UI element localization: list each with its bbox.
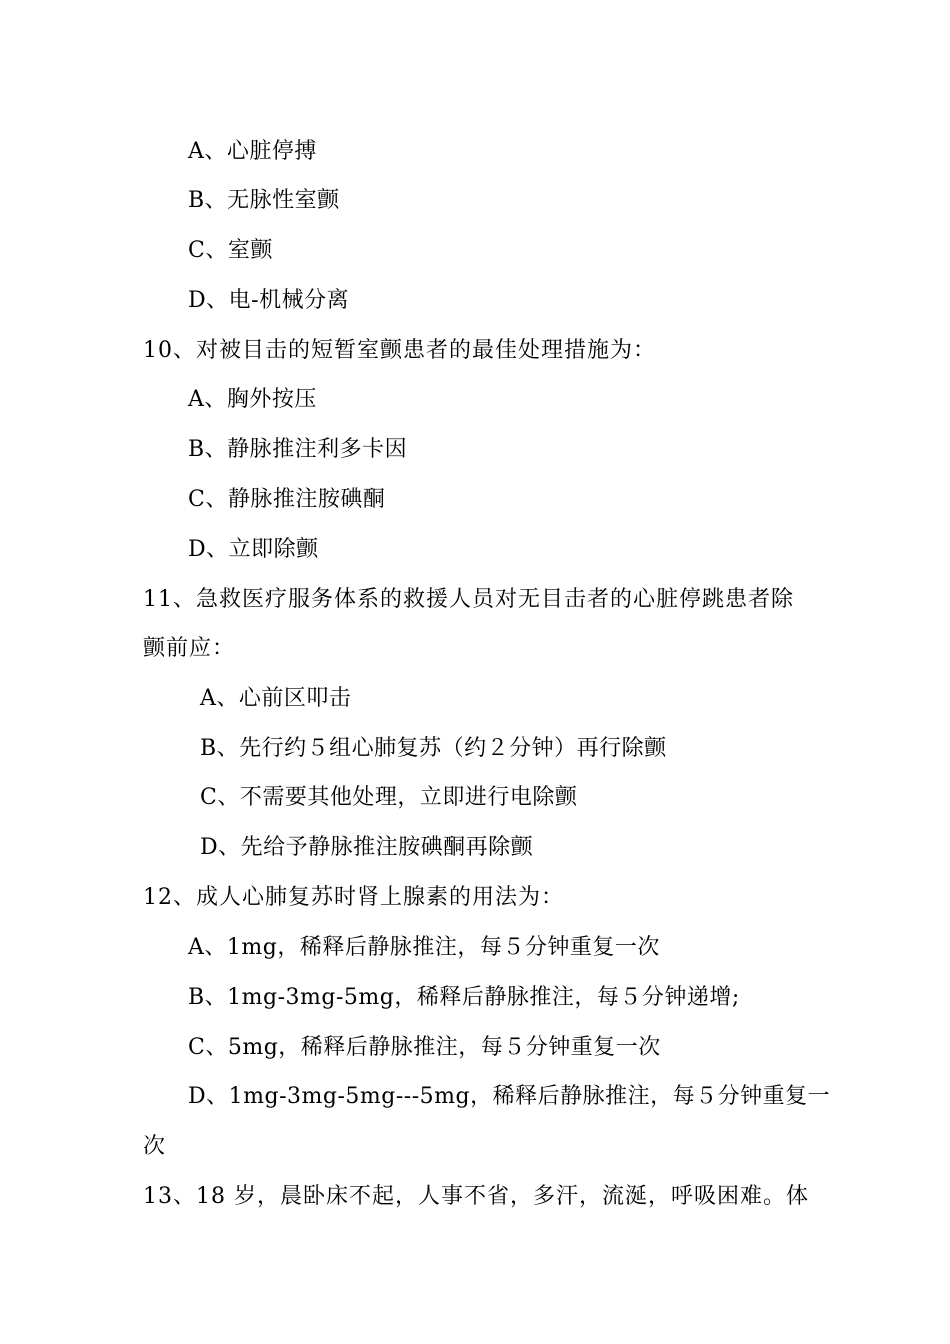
q12-option-b: B、1mg-3mg-5mg，稀释后静脉推注，每５分钟递增; bbox=[188, 985, 740, 1010]
q12-stem: 12、成人心肺复苏时肾上腺素的用法为： bbox=[143, 885, 564, 910]
q11-option-c: C、不需要其他处理，立即进行电除颤 bbox=[200, 785, 578, 810]
q10-option-c: C、静脉推注胺碘酮 bbox=[188, 487, 386, 512]
q9-option-c: C、室颤 bbox=[188, 238, 273, 263]
q13-stem-line1: 13、18 岁，晨卧床不起，人事不省，多汗，流涎，呼吸困难。体 bbox=[143, 1184, 809, 1209]
q12-option-d-line2: 次 bbox=[143, 1134, 166, 1159]
q11-stem-line2: 颤前应： bbox=[143, 636, 236, 661]
q10-option-a: A、胸外按压 bbox=[188, 387, 317, 412]
q12-option-c: C、5mg，稀释后静脉推注，每５分钟重复一次 bbox=[188, 1035, 661, 1060]
q11-option-d: D、先给予静脉推注胺碘酮再除颤 bbox=[200, 835, 534, 860]
q9-option-a: A、心脏停搏 bbox=[188, 139, 317, 164]
q10-option-d: D、立即除颤 bbox=[188, 537, 319, 562]
q11-stem-line1: 11、急救医疗服务体系的救援人员对无目击者的心脏停跳患者除 bbox=[143, 587, 794, 612]
q12-option-d-line1: D、1mg-3mg-5mg---5mg，稀释后静脉推注，每５分钟重复一 bbox=[188, 1084, 831, 1109]
q11-option-b: B、先行约５组心肺复苏（约２分钟）再行除颤 bbox=[200, 736, 667, 761]
q9-option-d: D、电-机械分离 bbox=[188, 288, 350, 313]
q10-option-b: B、静脉推注利多卡因 bbox=[188, 437, 408, 462]
q10-stem: 10、对被目击的短暂室颤患者的最佳处理措施为： bbox=[143, 338, 656, 363]
q9-option-b: B、无脉性室颤 bbox=[188, 188, 340, 213]
q12-option-a: A、1mg，稀释后静脉推注，每５分钟重复一次 bbox=[188, 935, 660, 960]
q11-option-a: A、心前区叩击 bbox=[200, 686, 352, 711]
